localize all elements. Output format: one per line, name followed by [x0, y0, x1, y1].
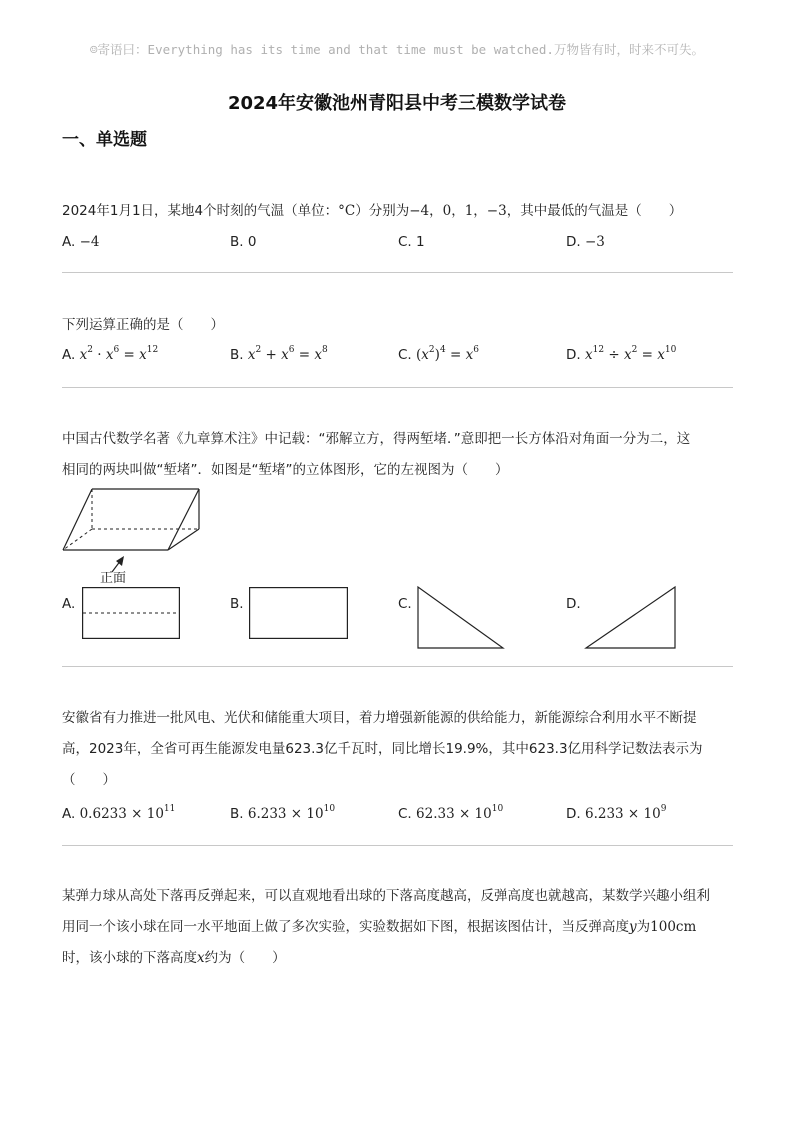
q2-option-c[interactable] [398, 344, 479, 363]
q2-option-a[interactable] [62, 344, 159, 363]
operator: ÷ [604, 347, 624, 363]
q1-stem-part: 2024年1月1日，某地4个时刻的气温（单位： [62, 203, 339, 219]
var: x [314, 347, 323, 363]
stem-text: 时，该小球的下落高度 [62, 950, 197, 966]
divider [62, 272, 733, 273]
q1-option-d[interactable] [566, 234, 605, 250]
option-value: 0 [247, 234, 257, 250]
exponent: 12 [146, 344, 159, 355]
q4-option-d[interactable] [566, 803, 667, 822]
option-value: 6.233 × 10 [584, 806, 661, 822]
exponent: 6 [113, 344, 120, 355]
var: x [584, 347, 593, 363]
option-label: C. [398, 806, 412, 822]
option-label: D. [566, 347, 581, 363]
option-value: 62.33 × 10 [416, 806, 492, 822]
var: y [629, 919, 637, 935]
front-view-label: 正面 [100, 571, 127, 586]
stem-line: 某弹力球从高处下落再反弹起来，可以直观地看出球的下落高度越高，反弹高度也就越高，某数学兴趣小组利 [62, 888, 710, 904]
view-rectangle [250, 588, 348, 639]
right-slant-edge [168, 489, 199, 550]
exponent: 2 [255, 344, 262, 355]
exponent: 6 [473, 344, 479, 355]
q2-option-b[interactable] [230, 344, 328, 363]
right-bottom-edge [168, 529, 199, 550]
q1-option-b[interactable] [230, 234, 256, 250]
option-label: A. [62, 806, 76, 822]
option-label: B. [230, 806, 244, 822]
option-label: B. [230, 234, 244, 250]
q1-stem-part: ）分别为 [355, 203, 410, 219]
q4-option-b[interactable] [230, 803, 336, 822]
q3-option-d-shape[interactable] [585, 586, 677, 650]
stem-line: 相同的两块叫做“堑堵”．如图是“堑堵”的立体图形，它的左视图为（ ） [62, 462, 509, 478]
var: x [465, 347, 474, 363]
option-label: D. [566, 806, 581, 822]
question-5-stem [62, 881, 734, 974]
option-value: 1 [416, 234, 425, 250]
exponent: 4 [439, 344, 446, 355]
option-label: C. [398, 234, 412, 250]
section-heading: 一、单选题 [62, 130, 147, 150]
option-label: A. [62, 347, 76, 363]
q4-option-a[interactable] [62, 803, 176, 822]
var: x [247, 347, 256, 363]
view-triangle [418, 587, 503, 648]
exponent: 12 [592, 344, 605, 355]
operator: = [294, 347, 315, 363]
question-3-stem [62, 424, 734, 486]
prism-figure [60, 484, 210, 588]
q4-option-c[interactable] [398, 803, 504, 822]
q1-option-c[interactable] [398, 234, 425, 250]
stem-text: 约为（ ） [204, 950, 286, 966]
stem-line [62, 912, 734, 943]
var: x [139, 347, 147, 363]
q1-option-a[interactable] [62, 234, 100, 250]
question-2-stem: 下列运算正确的是（ ） [62, 317, 224, 333]
option-label: C. [398, 347, 412, 363]
operator: = [445, 347, 466, 363]
exponent: 2 [428, 344, 435, 355]
q1-values: −4，0，1，−3 [409, 203, 507, 219]
option-value: 6.233 × 10 [247, 806, 324, 822]
q3-option-b-shape[interactable] [249, 587, 348, 639]
q1-unit: °C [338, 203, 356, 219]
question-4-stem [62, 703, 734, 796]
stem-line: 高，2023年，全省可再生能源发电量623.3亿千瓦时，同比增长19.9%，其中623.3亿用科学记数法表示为 [62, 741, 703, 757]
exponent: 2 [631, 344, 638, 355]
stem-line: 中国古代数学名著《九章算术注》中记载：“邪解立方，得两堑堵．”意即把一长方体沿对角面一分为二，这 [62, 431, 691, 447]
stem-line: （ ） [62, 772, 116, 788]
q3-option-c-label[interactable]: C. [398, 596, 412, 612]
stem-text: 用同一个该小球在同一水平地面上做了多次实验，实验数据如下图，根据该图估计，当反弹高度 [62, 919, 629, 935]
var: x [657, 347, 665, 363]
divider [62, 666, 733, 667]
page-title: 2024年安徽池州青阳县中考三模数学试卷 [227, 93, 567, 114]
option-value: −4 [79, 234, 100, 250]
q2-option-d[interactable] [566, 344, 677, 363]
option-value: 0.6233 × 10 [79, 806, 164, 822]
divider [62, 845, 733, 846]
exponent: 9 [660, 803, 667, 814]
var: x [281, 347, 289, 363]
q1-stem-part: ，其中最低的气温是（ ） [506, 203, 683, 219]
exponent: 10 [491, 803, 504, 814]
option-label: B. [230, 347, 244, 363]
stem-text: 为 [636, 919, 651, 935]
paren: ) [434, 347, 440, 363]
q3-option-a-shape[interactable] [82, 587, 180, 639]
exponent: 10 [323, 803, 336, 814]
view-triangle [586, 587, 675, 648]
var: x [105, 347, 114, 363]
operator: = [119, 347, 140, 363]
var: x [623, 347, 632, 363]
option-label: D. [566, 234, 581, 250]
divider [62, 387, 733, 388]
operator: · [92, 347, 106, 363]
exponent: 8 [322, 344, 328, 355]
stem-line: 安徽省有力推进一批风电、光伏和储能重大项目，着力增强新能源的供给能力，新能源综合利用水平不断提 [62, 710, 697, 726]
q3-option-c-shape[interactable] [417, 586, 505, 650]
question-1-stem [62, 196, 734, 227]
q3-option-a-label[interactable]: A. [62, 596, 76, 612]
var: x [79, 347, 88, 363]
option-value: −3 [584, 234, 605, 250]
q3-option-b-label[interactable]: B. [230, 596, 244, 612]
exponent: 2 [87, 344, 93, 355]
left-slant-edge [63, 489, 92, 550]
exponent: 10 [664, 344, 677, 355]
option-label: A. [62, 234, 76, 250]
operator: = [637, 347, 658, 363]
var: x [197, 950, 205, 966]
stem-line [62, 943, 734, 974]
paren: ( [416, 347, 422, 363]
quantity: 100cm [650, 919, 697, 935]
q3-option-d-label[interactable]: D. [566, 596, 581, 612]
exponent: 6 [288, 344, 295, 355]
operator: + [261, 347, 282, 363]
var: x [421, 347, 429, 363]
exponent: 11 [163, 803, 176, 814]
header-motto: ☺寄语曰：Everything has its time and that time must be watched.万物皆有时，时来不可失。 [90, 42, 704, 57]
